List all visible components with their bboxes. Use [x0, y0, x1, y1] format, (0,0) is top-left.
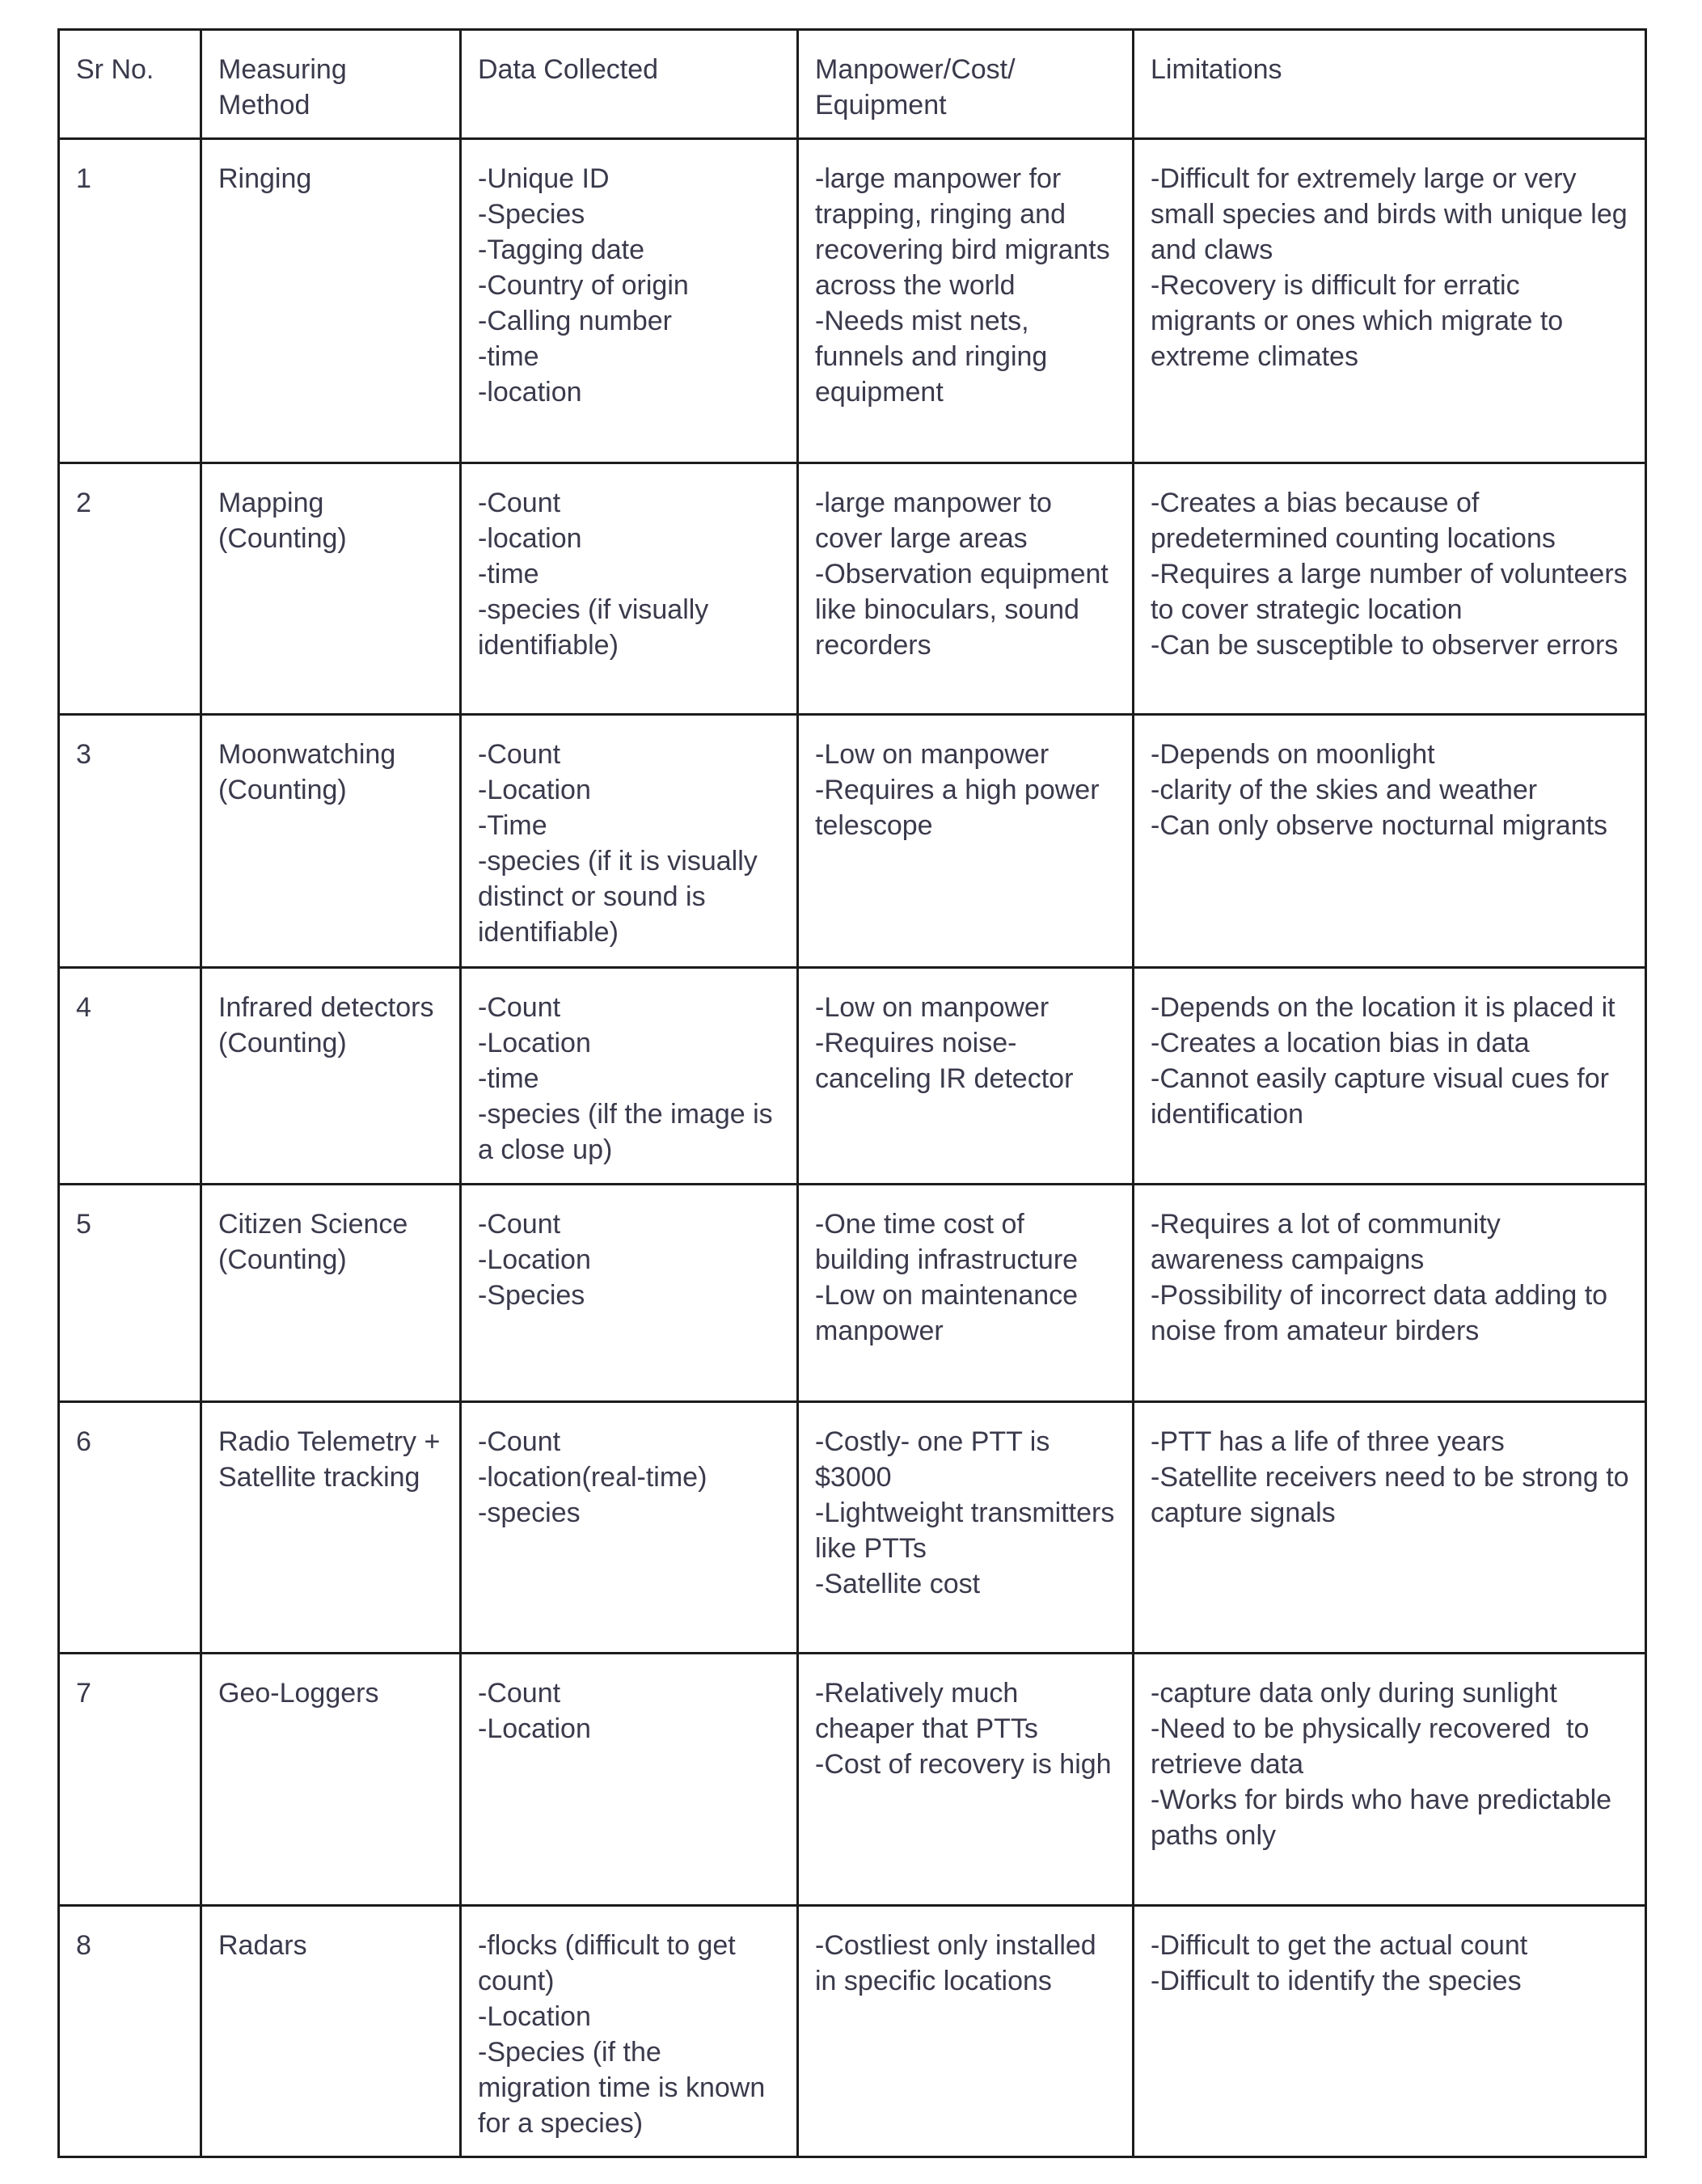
table-header-row	[59, 30, 1646, 139]
cell-manpower-cost-equipment-line: -Low on manpower	[815, 992, 1049, 1023]
cell-data-collected-line: -Count	[478, 1209, 561, 1240]
cell-data-collected-line: -flocks (difficult to get count)	[478, 1930, 744, 1996]
cell-limitations-line: -Difficult to get the actual count	[1151, 1930, 1528, 1961]
cell-limitations-line: -PTT has a life of three years	[1151, 1426, 1505, 1457]
cell-data-collected-line: -Tagging date	[478, 234, 645, 265]
cell-manpower-cost-equipment-line: -Satellite cost	[815, 1569, 981, 1599]
cell-data-collected	[461, 463, 798, 715]
header-sr-no: Sr No.	[59, 30, 201, 139]
table-row	[59, 968, 1646, 1185]
cell-manpower-cost-equipment-line: -large manpower for trapping, ringing and recovering bird migrants across the world	[815, 163, 1118, 301]
header-measuring-method: Measuring Method	[201, 30, 461, 139]
table-row	[59, 1402, 1646, 1654]
cell-manpower-cost-equipment-line: -Lightweight transmitters like PTTs	[815, 1498, 1122, 1564]
cell-sr-no: 8	[59, 1906, 201, 2157]
cell-sr-no: 7	[59, 1654, 201, 1906]
cell-limitations	[1134, 968, 1646, 1185]
cell-manpower-cost-equipment-line: -One time cost of building infrastructure	[815, 1209, 1079, 1275]
cell-data-collected-line: -Count	[478, 1678, 561, 1709]
cell-manpower-cost-equipment-line: -Low on maintenance manpower	[815, 1280, 1086, 1346]
cell-limitations-line: -Cannot easily capture visual cues for identification	[1151, 1063, 1617, 1130]
cell-manpower-cost-equipment-line: -Requires noise-canceling IR detector	[815, 1028, 1074, 1094]
cell-sr-no: 6	[59, 1402, 201, 1654]
cell-data-collected-line: -time	[478, 559, 539, 589]
cell-data-collected	[461, 1402, 798, 1654]
cell-manpower-cost-equipment	[798, 968, 1134, 1185]
cell-data-collected	[461, 1906, 798, 2157]
table-row	[59, 463, 1646, 715]
cell-limitations-line: -Works for birds who have predictable paths only	[1151, 1785, 1620, 1851]
cell-limitations	[1134, 139, 1646, 463]
cell-sr-no: 1	[59, 139, 201, 463]
cell-data-collected-line: -Count	[478, 739, 561, 770]
table-row	[59, 139, 1646, 463]
cell-limitations-line: -Satellite receivers need to be strong to capture signals	[1151, 1462, 1637, 1528]
cell-manpower-cost-equipment-line: -Costly- one PTT is $3000	[815, 1426, 1058, 1493]
header-limitations: Limitations	[1134, 30, 1646, 139]
cell-data-collected	[461, 968, 798, 1185]
cell-data-collected	[461, 1185, 798, 1402]
table-row	[59, 715, 1646, 968]
cell-limitations-line: -Can be susceptible to observer errors	[1151, 630, 1619, 661]
table-row	[59, 1906, 1646, 2157]
cell-manpower-cost-equipment	[798, 715, 1134, 968]
cell-measuring-method: Infrared detectors (Counting)	[201, 968, 461, 1185]
cell-manpower-cost-equipment-line: -Needs mist nets, funnels and ringing equipment	[815, 306, 1055, 408]
cell-data-collected-line: -location(real-time)	[478, 1462, 707, 1493]
cell-limitations	[1134, 1654, 1646, 1906]
cell-limitations	[1134, 1906, 1646, 2157]
cell-measuring-method: Geo-Loggers	[201, 1654, 461, 1906]
cell-data-collected-line: -Species	[478, 1280, 585, 1311]
cell-limitations-line: -Requires a large number of volunteers to cover strategic location	[1151, 559, 1636, 625]
cell-limitations-line: -Requires a lot of community awareness campaigns	[1151, 1209, 1509, 1275]
cell-limitations-line: -capture data only during sunlight	[1151, 1678, 1557, 1709]
cell-limitations	[1134, 1185, 1646, 1402]
cell-data-collected-line: -Location	[478, 1713, 591, 1744]
cell-data-collected-line: -species	[478, 1498, 581, 1528]
cell-sr-no: 5	[59, 1185, 201, 1402]
header-data-collected: Data Collected	[461, 30, 798, 139]
header-manpower-cost-equipment: Manpower/Cost/ Equipment	[798, 30, 1134, 139]
cell-measuring-method: Radio Telemetry + Satellite tracking	[201, 1402, 461, 1654]
table-row	[59, 1185, 1646, 1402]
cell-data-collected-line: -Country of origin	[478, 270, 689, 301]
cell-data-collected	[461, 1654, 798, 1906]
cell-measuring-method: Radars	[201, 1906, 461, 2157]
cell-data-collected-line: -Location	[478, 1028, 591, 1058]
cell-manpower-cost-equipment	[798, 1906, 1134, 2157]
cell-manpower-cost-equipment-line: -large manpower to cover large areas	[815, 488, 1060, 554]
cell-manpower-cost-equipment-line: -Relatively much cheaper that PTTs	[815, 1678, 1038, 1744]
cell-limitations-line: -Possibility of incorrect data adding to noise from amateur birders	[1151, 1280, 1615, 1346]
cell-data-collected-line: -location	[478, 523, 582, 554]
table-body	[59, 139, 1646, 2157]
cell-limitations-line: -Creates a location bias in data	[1151, 1028, 1530, 1058]
cell-data-collected-line: -species (if it is visually distinct or sound is identifiable)	[478, 846, 766, 948]
cell-measuring-method: Mapping (Counting)	[201, 463, 461, 715]
cell-data-collected	[461, 139, 798, 463]
cell-limitations-line: -clarity of the skies and weather	[1151, 775, 1538, 805]
cell-limitations	[1134, 1402, 1646, 1654]
cell-data-collected-line: -time	[478, 1063, 539, 1094]
cell-manpower-cost-equipment	[798, 1402, 1134, 1654]
cell-data-collected-line: -Count	[478, 992, 561, 1023]
migration-methods-table	[57, 28, 1647, 2158]
cell-limitations-line: -Depends on the location it is placed it	[1151, 992, 1615, 1023]
cell-data-collected-line: -Time	[478, 810, 547, 841]
cell-data-collected-line: -species (ilf the image is a close up)	[478, 1099, 781, 1165]
cell-manpower-cost-equipment	[798, 1185, 1134, 1402]
cell-manpower-cost-equipment	[798, 463, 1134, 715]
cell-manpower-cost-equipment	[798, 139, 1134, 463]
cell-sr-no: 2	[59, 463, 201, 715]
cell-manpower-cost-equipment-line: -Requires a high power telescope	[815, 775, 1107, 841]
cell-data-collected-line: -Species (if the migration time is known for a species)	[478, 2037, 773, 2139]
cell-data-collected-line: -Calling number	[478, 306, 672, 336]
cell-limitations-line: -Recovery is difficult for erratic migrants or ones which migrate to extreme climates	[1151, 270, 1571, 372]
cell-data-collected-line: -Location	[478, 2001, 591, 2032]
cell-limitations	[1134, 715, 1646, 968]
cell-limitations	[1134, 463, 1646, 715]
cell-data-collected	[461, 715, 798, 968]
cell-limitations-line: -Depends on moonlight	[1151, 739, 1435, 770]
cell-data-collected-line: -Location	[478, 1244, 591, 1275]
cell-measuring-method: Citizen Science (Counting)	[201, 1185, 461, 1402]
table-row	[59, 1654, 1646, 1906]
cell-manpower-cost-equipment-line: -Costliest only installed in specific locations	[815, 1930, 1104, 1996]
cell-data-collected-line: -Species	[478, 199, 585, 230]
cell-sr-no: 4	[59, 968, 201, 1185]
cell-limitations-line: -Need to be physically recovered to retrieve data	[1151, 1713, 1597, 1780]
cell-manpower-cost-equipment-line: -Observation equipment like binoculars, sound recorders	[815, 559, 1117, 661]
cell-data-collected-line: -Location	[478, 775, 591, 805]
cell-sr-no: 3	[59, 715, 201, 968]
cell-measuring-method: Moonwatching (Counting)	[201, 715, 461, 968]
cell-manpower-cost-equipment-line: -Low on manpower	[815, 739, 1049, 770]
cell-measuring-method: Ringing	[201, 139, 461, 463]
cell-data-collected-line: -location	[478, 377, 582, 408]
cell-data-collected-line: -Count	[478, 488, 561, 518]
cell-manpower-cost-equipment	[798, 1654, 1134, 1906]
cell-data-collected-line: -time	[478, 341, 539, 372]
cell-limitations-line: -Difficult for extremely large or very small species and birds with unique leg and claws	[1151, 163, 1636, 265]
cell-limitations-line: -Creates a bias because of predetermined counting locations	[1151, 488, 1556, 554]
cell-data-collected-line: -Count	[478, 1426, 561, 1457]
cell-data-collected-line: -Unique ID	[478, 163, 610, 194]
cell-data-collected-line: -species (if visually identifiable)	[478, 594, 716, 661]
cell-limitations-line: -Difficult to identify the species	[1151, 1966, 1522, 1996]
cell-limitations-line: -Can only observe nocturnal migrants	[1151, 810, 1608, 841]
cell-manpower-cost-equipment-line: -Cost of recovery is high	[815, 1749, 1112, 1780]
